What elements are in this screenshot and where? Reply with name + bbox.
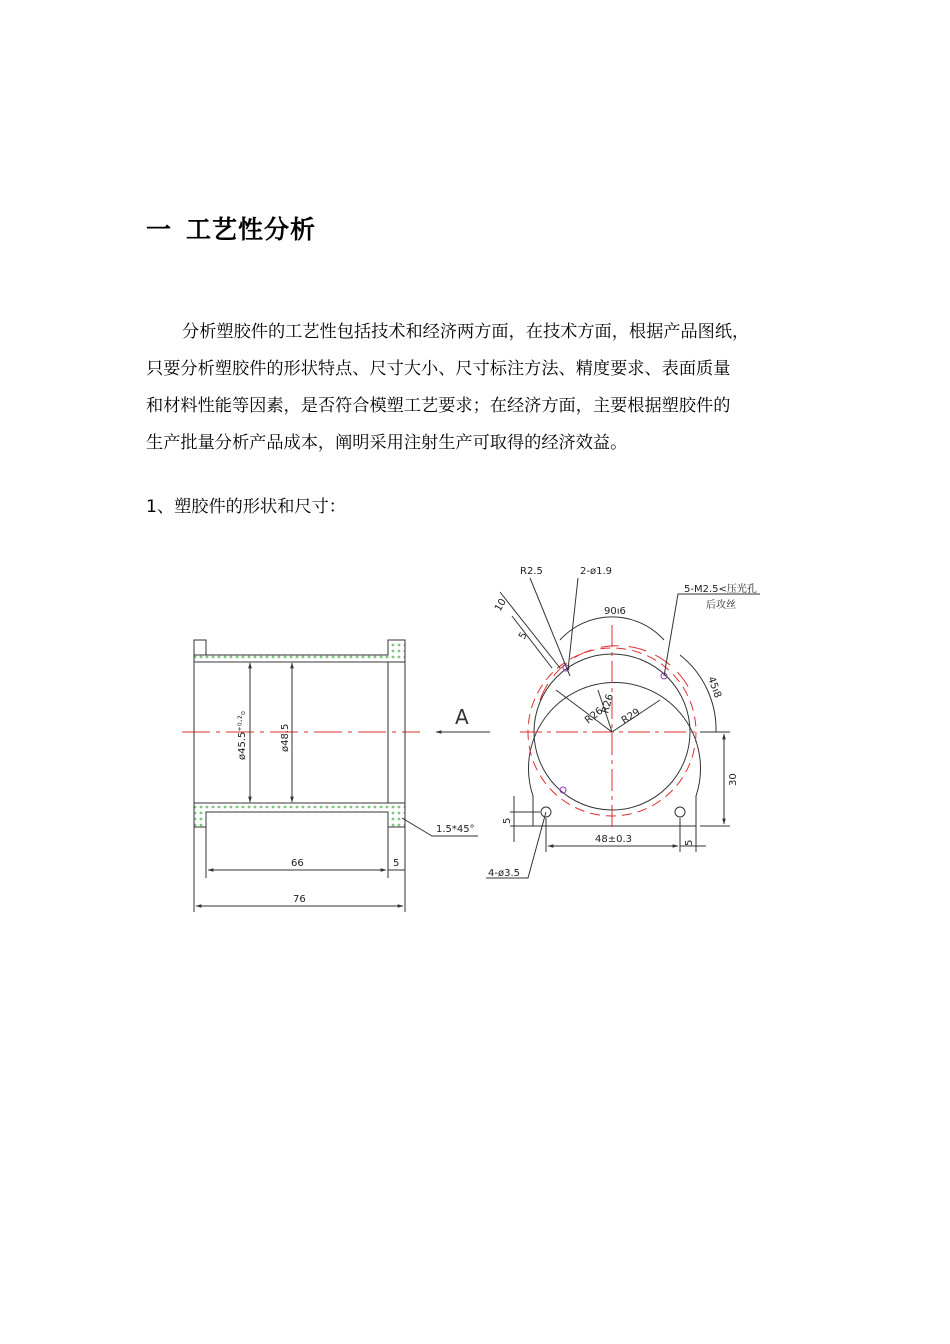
dim-bore-label: ø45.5⁺⁰·²₀ (237, 711, 248, 760)
paragraph-line: 和材料性能等因素，是否符合模塑工艺要求；在经济方面，主要根据塑胶件的 (146, 396, 731, 416)
chamfer-label: 1.5*45° (436, 824, 475, 835)
top-flange-lug (194, 640, 206, 655)
dim-30-label: 30 (728, 773, 739, 786)
angle-90-label: 90ı6 (604, 606, 626, 617)
side-section-view (182, 640, 478, 912)
section-number: 一 (146, 215, 173, 244)
dim-5-left-label: 5 (502, 817, 513, 824)
r-corner-label: R2.5 (520, 566, 543, 577)
r26-label-a: R26 (583, 705, 606, 727)
holes-top-label: 2-ø1.9 (580, 566, 612, 577)
dim-outer-label: ø48.5 (280, 723, 291, 752)
paragraph-line: 只要分析塑胶件的形状特点、尺寸大小、尺寸标注方法、精度要求、表面质量 (146, 359, 731, 379)
subsection-heading: 1、塑胶件的形状和尺寸： (146, 497, 346, 517)
dim-total-label: 76 (293, 894, 306, 905)
dim-flange-label: 5 (393, 858, 400, 869)
bottom-wall-section (194, 803, 405, 827)
front-outline (529, 683, 701, 826)
mount-hole-right (675, 807, 685, 817)
tapped-label: 5-M2.5<压光孔 (684, 584, 757, 595)
dim-5-right-label: 5 (684, 839, 695, 846)
top-wall-section (194, 640, 405, 662)
view-label: A (455, 705, 469, 729)
dim-48-label: 48±0.3 (595, 834, 633, 845)
r29-label: R29 (619, 706, 643, 727)
angle-45-label: 45ı8 (705, 675, 723, 700)
holes-bottom-label: 4-ø3.5 (488, 868, 520, 879)
dim-10-label: 10 (493, 596, 509, 614)
dim-5-top-label: 5 (517, 630, 530, 642)
paragraph-line: 分析塑胶件的工艺性包括技术和经济两方面，在技术方面，根据产品图纸， (182, 322, 750, 342)
r26-label-b: R26 (600, 692, 616, 715)
front-view (486, 578, 760, 878)
tapped-label-2: 后攻丝 (706, 600, 736, 611)
paragraph-line: 生产批量分析产品成本，阐明采用注射生产可取得的经济效益。 (146, 433, 628, 453)
dim-length-label: 66 (291, 858, 304, 869)
section-title: 工艺性分析 (186, 215, 317, 244)
